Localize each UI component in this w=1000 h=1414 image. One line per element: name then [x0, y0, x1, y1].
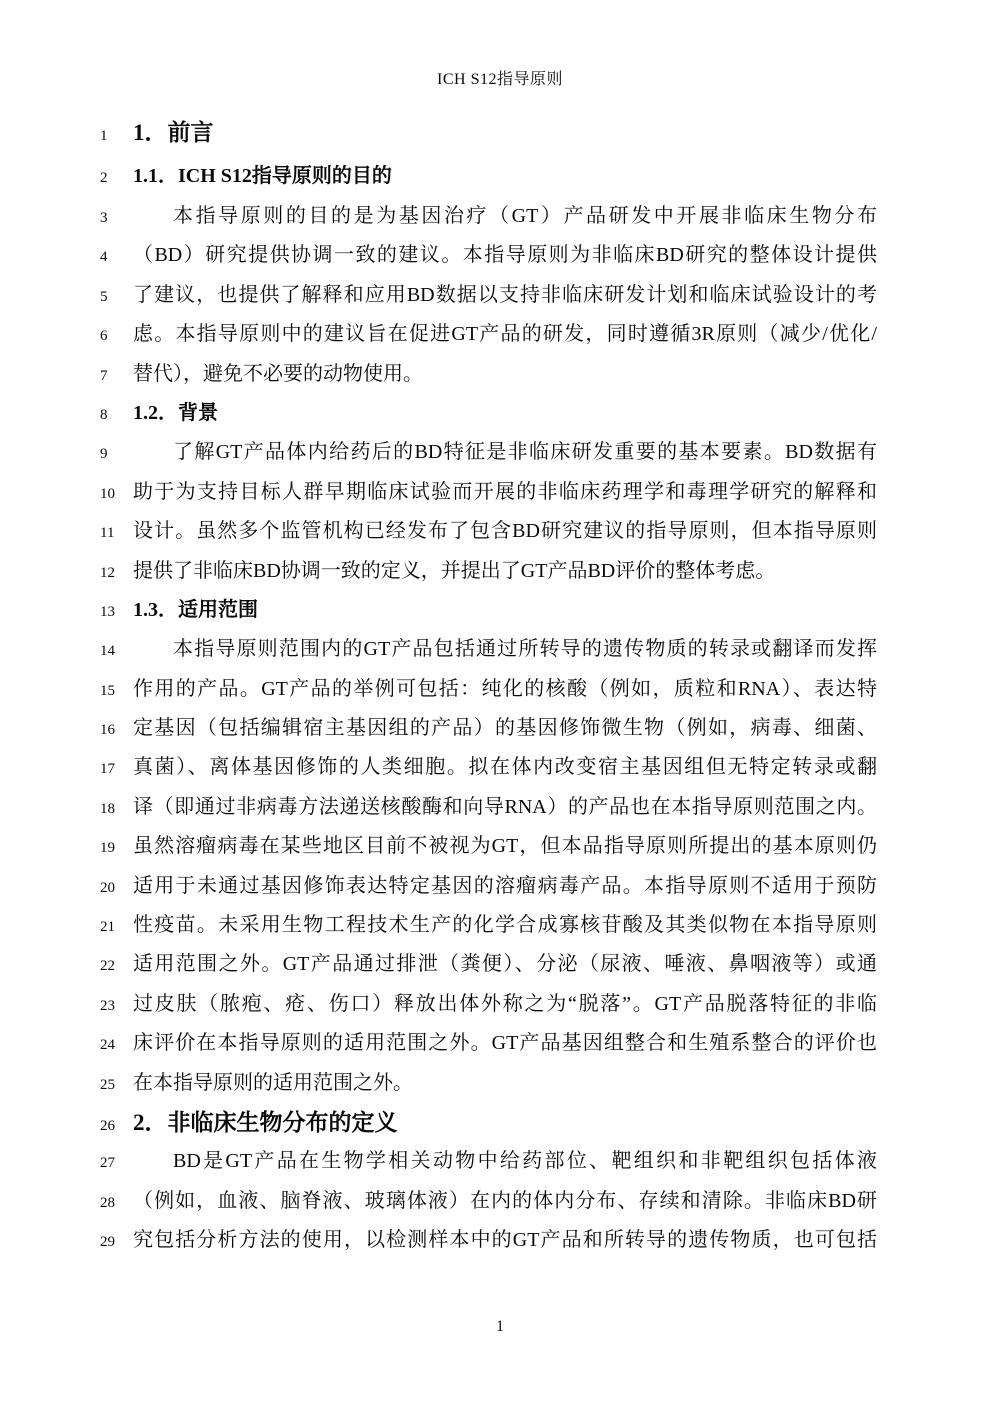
line-row	[0, 945, 1000, 984]
line-text: 本指导原则范围内的GT产品包括通过所转导的遗传物质的转录或翻译而发挥	[173, 638, 877, 661]
section-heading-1-3	[133, 591, 877, 630]
line-row	[0, 1064, 1000, 1103]
line-number: 10	[100, 485, 115, 502]
line-text: 定基因（包括编辑宿主基因组的产品）的基因修饰微生物（例如，病毒、细菌、	[133, 717, 877, 740]
line-number: 1	[100, 128, 108, 144]
line-number: 24	[100, 1037, 115, 1054]
line-row	[0, 1142, 1000, 1181]
heading-label: 非临床生物分布的定义	[167, 1108, 398, 1135]
line-number: 7	[100, 367, 108, 384]
line-text: 究包括分析方法的使用，以检测样本中的GT产品和所转导的遗传物质，也可包括	[133, 1229, 877, 1252]
line-number: 22	[100, 958, 115, 975]
line-text: 性疫苗。未采用生物工程技术生产的化学合成寡核苷酸及其类似物在本指导原则	[133, 914, 877, 937]
line-row	[0, 394, 1000, 433]
line-number: 26	[100, 1117, 115, 1134]
line-row	[0, 236, 1000, 275]
heading-label: 适用范围	[178, 598, 258, 621]
line-row	[0, 1221, 1000, 1260]
heading-number: 1.1．ICH S12	[133, 165, 252, 187]
line-row	[0, 827, 1000, 866]
line-number: 13	[100, 603, 115, 620]
page-number: 1	[496, 1318, 504, 1335]
line-text: 作用的产品。GT产品的举例可包括：纯化的核酸（例如，质粒和RNA）、表达特	[133, 677, 877, 700]
line-text: 译（即通过非病毒方法递送核酸酶和向导RNA）的产品也在本指导原则范围之内。	[133, 795, 877, 818]
section-heading-1-1	[133, 155, 877, 197]
line-number: 5	[100, 288, 108, 305]
line-text: 过皮肤（脓疱、疮、伤口）释放出体外称之为“脱落”。GT产品脱落特征的非临	[133, 992, 877, 1015]
line-text: 助于为支持目标人群早期临床试验而开展的非临床药理学和毒理学研究的解释和	[133, 480, 877, 503]
line-row	[0, 276, 1000, 315]
line-text: （BD）研究提供协调一致的建议。本指导原则为非临床BD研究的整体设计提供	[133, 244, 877, 267]
line-number: 12	[100, 564, 115, 581]
line-text: 虑。本指导原则中的建议旨在促进GT产品的研发，同时遵循3R原则（减少/优化/	[133, 323, 877, 346]
heading-label: 指导原则的目的	[251, 165, 392, 187]
line-row	[0, 110, 1000, 155]
line-text: 在本指导原则的适用范围之外。	[133, 1071, 413, 1094]
line-row	[0, 906, 1000, 945]
line-row	[0, 867, 1000, 906]
line-row	[0, 433, 1000, 472]
section-heading-2	[133, 1103, 877, 1142]
line-number: 11	[100, 525, 115, 542]
document-body	[0, 110, 1000, 1261]
line-text: 设计。虽然多个监管机构已经发布了包含BD研究建议的指导原则，但本指导原则	[133, 520, 877, 543]
line-text: 了解GT产品体内给药后的BD特征是非临床研发重要的基本要素。BD数据有	[173, 441, 877, 464]
line-number: 20	[100, 879, 115, 896]
line-row	[0, 315, 1000, 354]
line-row	[0, 552, 1000, 591]
section-heading-1	[133, 110, 877, 155]
line-number: 21	[100, 919, 115, 936]
line-row	[0, 1182, 1000, 1221]
line-row	[0, 670, 1000, 709]
line-number: 6	[100, 328, 108, 345]
line-row	[0, 630, 1000, 669]
line-number: 23	[100, 997, 115, 1014]
line-number: 14	[100, 643, 115, 660]
line-row	[0, 709, 1000, 748]
line-number: 29	[100, 1234, 115, 1251]
heading-number: 1.3．	[133, 598, 178, 621]
heading-label: 背景	[178, 401, 218, 424]
line-text: 了建议，也提供了解释和应用BD数据以支持非临床研发计划和临床试验设计的考	[133, 283, 877, 306]
line-row	[0, 591, 1000, 630]
line-text: 虽然溶瘤病毒在某些地区目前不被视为GT，但本品指导原则所提出的基本原则仍	[133, 835, 877, 858]
line-number: 17	[100, 761, 115, 778]
line-row	[0, 1024, 1000, 1063]
line-number: 25	[100, 1076, 115, 1093]
line-number: 2	[100, 170, 108, 186]
line-text: 真菌）、离体基因修饰的人类细胞。拟在体内改变宿主基因组但无特定转录或翻	[133, 756, 877, 779]
line-text: 替代），避免不必要的动物使用。	[133, 362, 423, 385]
line-number: 27	[100, 1155, 115, 1172]
running-header: ICH S12指导原则	[437, 71, 563, 88]
line-number: 4	[100, 249, 108, 266]
line-row	[0, 512, 1000, 551]
line-row	[0, 355, 1000, 394]
line-row	[0, 155, 1000, 197]
heading-number: 2．	[133, 1109, 168, 1135]
line-text: 适用范围之外。GT产品通过排泄（粪便）、分泌（尿液、唾液、鼻咽液等）或通	[133, 953, 877, 976]
line-text: 适用于未通过基因修饰表达特定基因的溶瘤病毒产品。本指导原则不适用于预防	[133, 874, 877, 897]
line-number: 8	[100, 406, 108, 423]
heading-number: 1.2．	[133, 401, 178, 424]
section-heading-1-2	[133, 394, 877, 433]
line-number: 18	[100, 800, 115, 817]
line-text: BD是GT产品在生物学相关动物中给药部位、靶组织和非靶组织包括体液	[173, 1150, 877, 1173]
line-row	[0, 473, 1000, 512]
line-number: 3	[100, 210, 108, 226]
heading-label: 前言	[167, 119, 214, 145]
line-number: 28	[100, 1194, 115, 1211]
heading-number: 1．	[133, 120, 168, 145]
line-row	[0, 197, 1000, 236]
line-row	[0, 788, 1000, 827]
line-row	[0, 1103, 1000, 1142]
line-text: （例如，血液、脑脊液、玻璃体液）在内的体内分布、存续和清除。非临床BD研	[133, 1189, 877, 1212]
line-number: 15	[100, 682, 115, 699]
line-row	[0, 748, 1000, 787]
line-text: 提供了非临床BD协调一致的定义，并提出了GT产品BD评价的整体考虑。	[133, 559, 776, 582]
line-number: 19	[100, 840, 115, 857]
line-row	[0, 985, 1000, 1024]
line-number: 16	[100, 722, 115, 739]
line-text: 本指导原则的目的是为基因治疗（GT）产品研发中开展非临床生物分布	[173, 205, 877, 227]
line-number: 9	[100, 446, 108, 463]
line-text: 床评价在本指导原则的适用范围之外。GT产品基因组整合和生殖系整合的评价也	[133, 1032, 877, 1055]
